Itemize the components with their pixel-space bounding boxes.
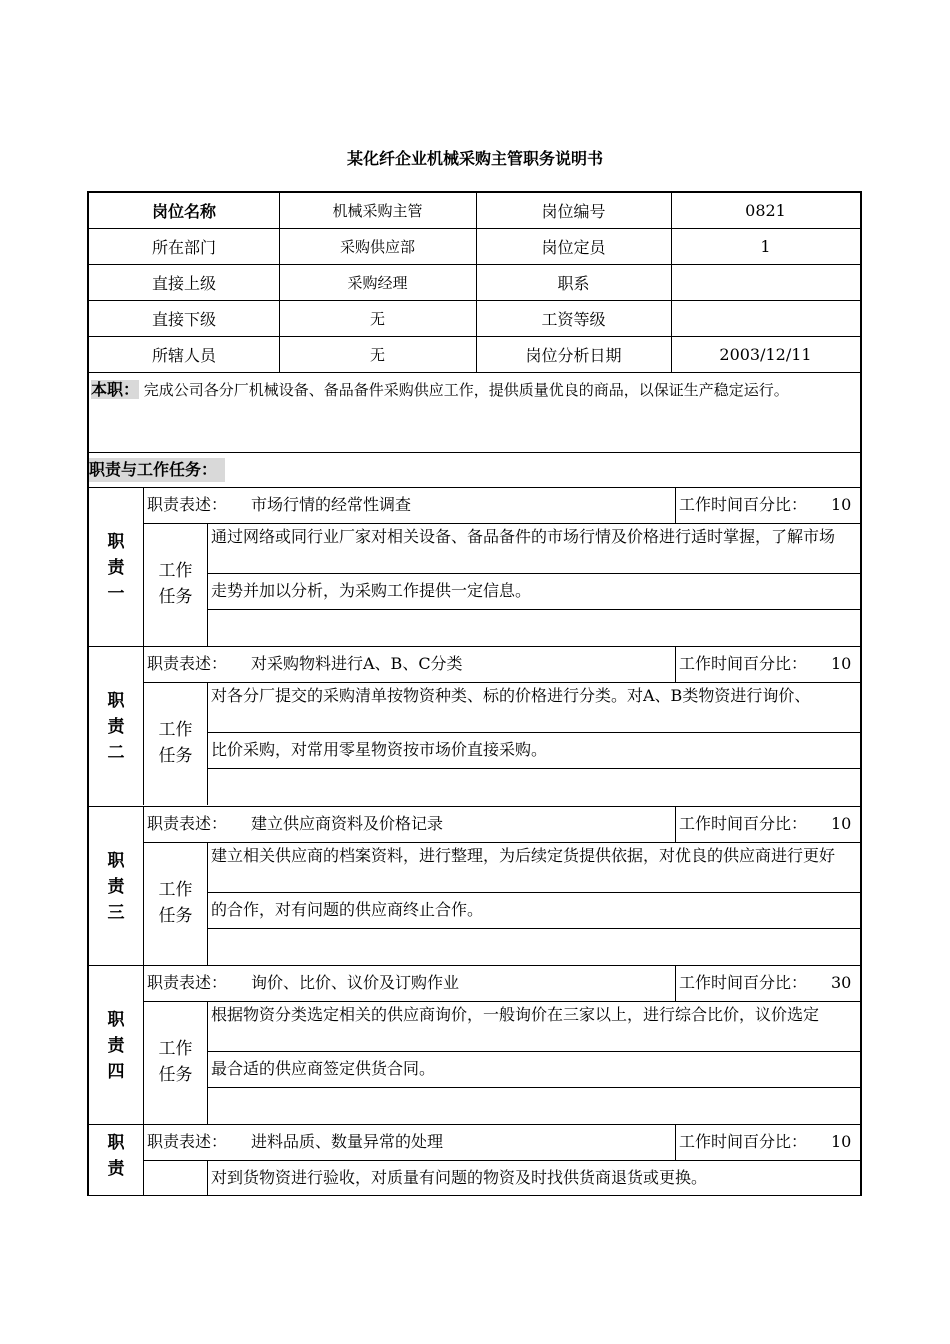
pct-divider: [675, 646, 676, 682]
work-task-text: 最合适的供应商签定供货合同。: [211, 1059, 436, 1078]
duty-label-char: 四: [107, 1062, 125, 1082]
work-task-text: 根据物资分类选定相关的供应商询价，一般询价在三家以上，进行综合比价，议价选定: [211, 1005, 820, 1024]
duty-description-prefix: 职责表述：: [147, 1132, 228, 1151]
field-label: 岗位名称: [151, 202, 216, 221]
duty-label-char: 责: [107, 877, 125, 897]
field-value: [671, 300, 860, 336]
field-value: 机械采购主管: [332, 202, 423, 220]
duty-description-prefix: 职责表述：: [147, 973, 228, 992]
duty-description: 进料品质、数量异常的处理: [251, 1132, 444, 1151]
description-divider: [143, 1160, 860, 1161]
work-time-pct: 30: [831, 973, 852, 992]
work-time-pct: 10: [831, 654, 852, 673]
work-time-pct-prefix: 工作时间百分比：: [679, 495, 808, 514]
job-summary: [91, 378, 856, 402]
task-label-divider: [207, 1001, 208, 1124]
field-label: 直接下级: [151, 309, 216, 329]
description-divider: [143, 1001, 860, 1002]
field-value: 0821: [745, 201, 786, 220]
task-label-divider: [207, 1160, 208, 1196]
duty-label-char: 二: [107, 743, 125, 763]
work-task-text: 对各分厂提交的采购清单按物资种类、标的价格进行分类。对A、B类物资进行询价、: [211, 686, 811, 705]
work-time-pct: 10: [831, 814, 852, 833]
form-bottom-border: [87, 1195, 862, 1196]
field-label: 职系: [557, 273, 590, 293]
work-time-pct: 10: [831, 1132, 852, 1151]
task-divider: [207, 732, 860, 733]
field-value: 2003/12/11: [719, 344, 812, 364]
pct-divider: [675, 965, 676, 1001]
duty-description: 对采购物料进行A、B、C分类: [251, 654, 463, 673]
duty-description: 建立供应商资料及价格记录: [251, 814, 444, 833]
work-time-pct-prefix: 工作时间百分比：: [679, 814, 808, 833]
info-row-divider: [89, 372, 860, 373]
pct-divider: [675, 1124, 676, 1160]
duty-label-char: 职: [107, 1010, 125, 1030]
duty-label-char: 职: [107, 532, 125, 552]
work-time-pct-prefix: 工作时间百分比：: [679, 1132, 808, 1151]
field-label: 岗位分析日期: [525, 345, 622, 365]
task-label-divider: [207, 842, 208, 965]
duty-label-char: 责: [107, 1159, 125, 1179]
work-task-text: 对到货物资进行验收，对质量有问题的物资及时找供货商退货或更换。: [211, 1168, 708, 1187]
field-value: [671, 264, 860, 300]
duty-label-char: 职: [107, 1133, 125, 1153]
task-divider: [207, 609, 860, 610]
task-word: 任务: [158, 587, 193, 607]
field-value: 采购供应部: [339, 237, 415, 256]
duty-label-char: 责: [107, 1036, 125, 1056]
duty-label-char: 责: [107, 558, 125, 578]
duty-description: 询价、比价、议价及订购作业: [251, 973, 460, 992]
duty-label-char: 责: [107, 717, 125, 737]
task-label-divider: [207, 523, 208, 646]
field-label: 岗位定员: [541, 237, 606, 257]
section-divider: [89, 452, 860, 453]
duties-section-title: 职责与工作任务：: [89, 458, 225, 482]
task-word: 任务: [158, 746, 193, 766]
task-divider: [207, 928, 860, 929]
field-value: 1: [760, 236, 771, 256]
task-divider: [207, 892, 860, 893]
work-task-text: 的合作，对有问题的供应商终止合作。: [211, 900, 484, 919]
pct-divider: [675, 487, 676, 523]
document-title: 某化纤企业机械采购主管职务说明书: [346, 149, 603, 168]
duty-label-char: 一: [107, 584, 125, 604]
work-time-pct: 10: [831, 495, 852, 514]
work-task-text: 走势并加以分析，为采购工作提供一定信息。: [211, 581, 532, 600]
task-word: 工作: [158, 1039, 193, 1059]
field-label: 所辖人员: [151, 345, 216, 365]
work-time-pct-prefix: 工作时间百分比：: [679, 973, 808, 992]
pct-divider: [675, 806, 676, 842]
duty-label-char: 职: [107, 851, 125, 871]
task-word: 工作: [158, 561, 193, 581]
field-label: 所在部门: [151, 237, 216, 257]
duty-description: 市场行情的经常性调查: [251, 495, 412, 514]
field-label: 工资等级: [541, 309, 606, 329]
description-divider: [143, 523, 860, 524]
duty-label-char: 三: [107, 903, 125, 923]
work-task-text: 比价采购，对常用零星物资按市场价直接采购。: [211, 740, 548, 759]
task-divider: [207, 573, 860, 574]
task-word: 任务: [158, 906, 193, 926]
task-label-divider: [207, 682, 208, 805]
task-divider: [207, 1087, 860, 1088]
summary-label: 本职：: [91, 380, 140, 399]
field-label: 岗位编号: [541, 202, 606, 221]
field-value: 采购经理: [347, 273, 408, 292]
work-time-pct-prefix: 工作时间百分比：: [679, 654, 808, 673]
duty-description-prefix: 职责表述：: [147, 654, 228, 673]
duty-description-prefix: 职责表述：: [147, 495, 228, 514]
field-value: 无: [369, 309, 385, 328]
work-task-text: 建立相关供应商的档案资料，进行整理，为后续定货提供依据，对优良的供应商进行更好: [211, 846, 836, 865]
description-divider: [143, 842, 860, 843]
description-divider: [143, 682, 860, 683]
task-word: 工作: [158, 880, 193, 900]
work-task-text: 通过网络或同行业厂家对相关设备、备品备件的市场行情及价格进行适时掌握，了解市场: [211, 527, 836, 546]
field-label: 直接上级: [151, 273, 216, 293]
duty-description-prefix: 职责表述：: [147, 814, 228, 833]
task-word: 任务: [158, 1065, 193, 1085]
field-value: 无: [369, 345, 385, 364]
duty-label-char: 职: [107, 691, 125, 711]
task-divider: [207, 1051, 860, 1052]
summary-text: 完成公司各分厂机械设备、备品备件采购供应工作，提供质量优良的商品，以保证生产稳定运行。: [143, 381, 789, 399]
task-divider: [207, 768, 860, 769]
task-word: 工作: [158, 720, 193, 740]
